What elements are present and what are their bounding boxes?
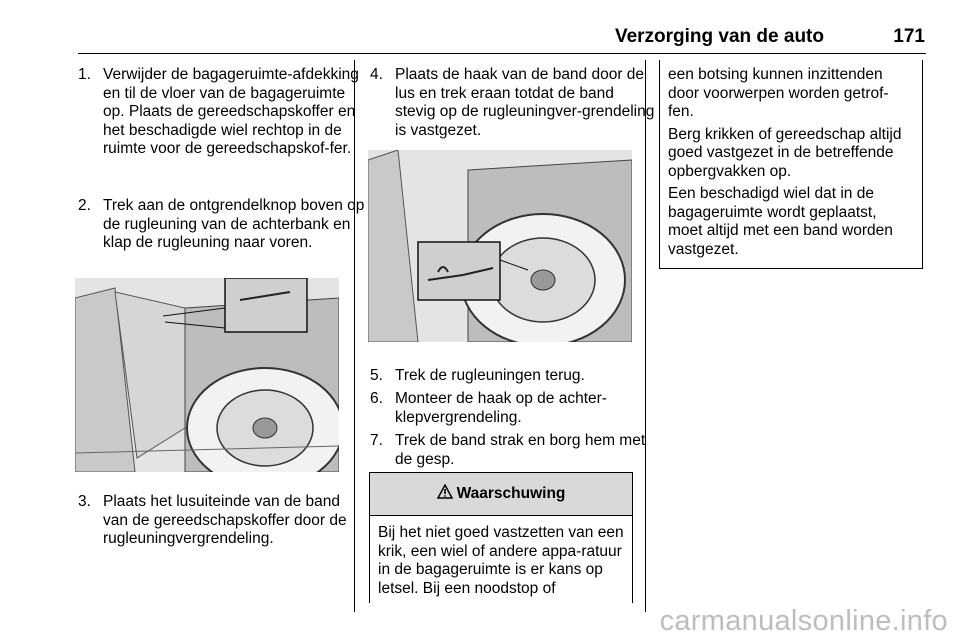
step-number: 5. — [370, 367, 383, 384]
step-text: Monteer de haak op de achter-klepvergrendeling. — [395, 390, 607, 426]
step-1 — [78, 66, 365, 159]
step-number: 4. — [370, 66, 383, 83]
step-2 — [78, 197, 365, 253]
step-number: 3. — [78, 493, 91, 510]
step-text: Trek de rugleuningen terug. — [395, 367, 585, 384]
illustration-strap-hook — [368, 150, 632, 342]
warning-paragraph-2: Berg krikken of gereedschap altijd goed vastgezet in de betreffende opbergvakken op. — [668, 125, 902, 180]
step-number: 6. — [370, 390, 383, 407]
warning-paragraph-1: een botsing kunnen inzittenden door voorwerpen worden getrof-fen. — [668, 66, 889, 120]
step-number: 2. — [78, 197, 91, 214]
step-text: Trek de band strak en borg hem met de gesp. — [395, 432, 646, 468]
page-header — [78, 20, 926, 54]
column-divider-2 — [645, 60, 646, 612]
watermark: carmanualsonline.info — [659, 605, 948, 637]
warning-box — [369, 472, 633, 603]
step-5 — [370, 367, 657, 386]
illustration-seatback-strap — [75, 278, 339, 472]
step-text: Verwijder de bagageruimte-afdekking en til de vloer van de bagageruimte op. Plaats de gereedschapskoffer en het beschadigde wiel rechtop in de ruimte voor de gereedschapskof-fer. — [103, 66, 359, 157]
warning-triangle-icon — [437, 484, 453, 504]
warning-paragraph-3: Een beschadigd wiel dat in de bagageruimte wordt geplaatst, moet altijd met een band worden vastgezet. — [668, 185, 893, 258]
step-3 — [78, 493, 365, 549]
step-number: 1. — [78, 66, 91, 83]
step-number: 7. — [370, 432, 383, 449]
warning-header — [370, 473, 632, 516]
step-text: Plaats de haak van de band door de lus en trek eraan totdat de band stevig op de rugleuningver-grendeling is vastgezet. — [395, 66, 655, 139]
warning-continued-box — [659, 60, 923, 269]
warning-title: Waarschuwing — [456, 485, 566, 502]
step-text: Trek aan de ontgrendelknop boven op de rugleuning van de achterbank en klap de rugleuning naar voren. — [103, 197, 365, 251]
section-title: Verzorging van de auto — [614, 26, 824, 47]
step-text: Plaats het lusuiteinde van de band van de gereedschapskoffer door de rugleuningvergrendeling. — [103, 493, 347, 547]
warning-body: Bij het niet goed vastzetten van een krik, een wiel of andere appa-ratuur in de bagageruimte is er kans op letsel. Bij een noodstop of — [378, 524, 624, 597]
step-4 — [370, 66, 657, 140]
step-7 — [370, 432, 657, 469]
page-number: 171 — [893, 26, 925, 47]
step-6 — [370, 390, 657, 427]
